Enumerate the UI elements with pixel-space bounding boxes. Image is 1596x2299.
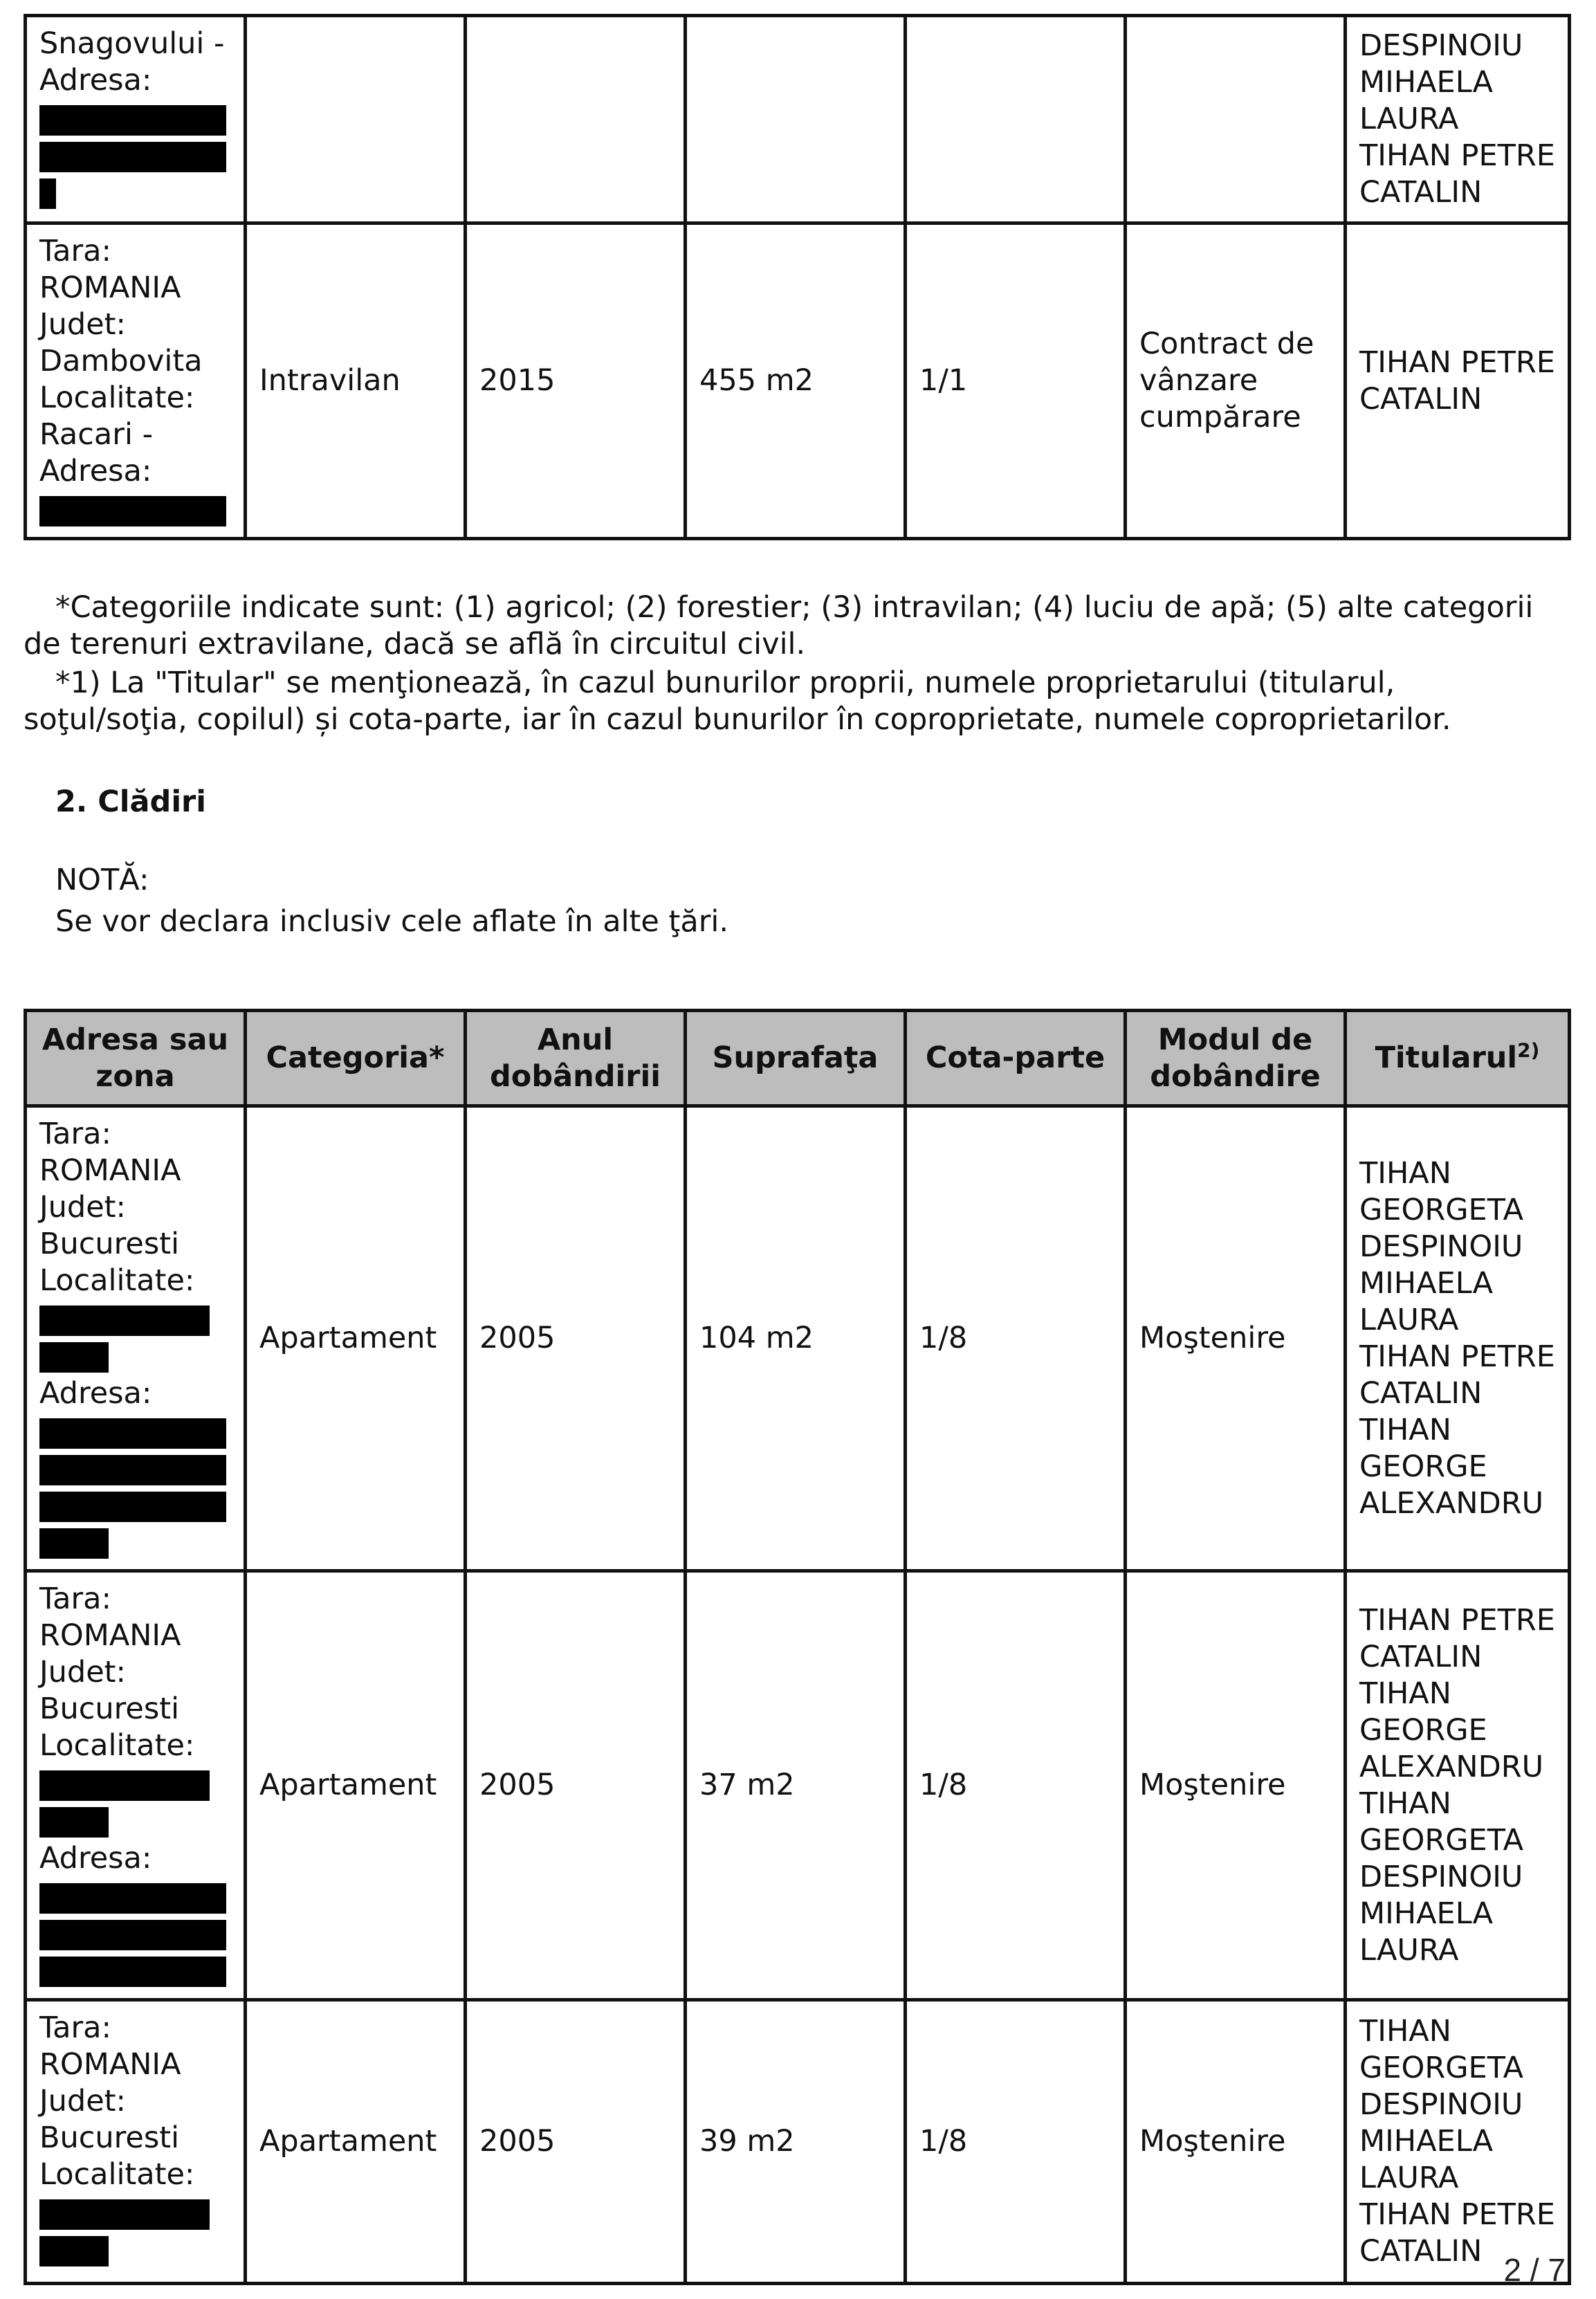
area-cell: 39 m2 — [686, 2000, 906, 2284]
address-cell — [26, 1571, 246, 2000]
address-cell — [26, 223, 246, 539]
address-line: Adresa: — [39, 1376, 152, 1411]
address-line: Tara: — [39, 2011, 112, 2045]
section-title: 2. Clădiri — [55, 785, 207, 819]
share-cell: 1/8 — [906, 2000, 1126, 2284]
address-line: ROMANIA — [39, 1153, 181, 1188]
year-cell: 2005 — [466, 2000, 686, 2284]
address-line: Judet: — [39, 1655, 127, 1689]
category-cell — [246, 16, 466, 223]
area-cell: 104 m2 — [686, 1106, 906, 1571]
owner-cell: TIHAN PETRE CATALIN — [1346, 223, 1570, 539]
redaction-block — [39, 1807, 109, 1838]
address-line: Tara: — [39, 1117, 112, 1151]
area-cell — [686, 16, 906, 223]
acquisition-cell: Moştenire — [1126, 1106, 1346, 1571]
page-number: 2 / 7 — [1503, 2252, 1566, 2288]
address-line: Adresa: — [39, 454, 152, 488]
address-cell — [26, 1106, 246, 1571]
year-cell: 2005 — [466, 1571, 686, 2000]
address-line: Adresa: — [39, 63, 152, 98]
redaction-block — [39, 496, 226, 526]
area-cell: 455 m2 — [686, 223, 906, 539]
address-line: ROMANIA — [39, 1618, 181, 1653]
footnote-titular: *1) La "Titular" se menţionează, în cazul bunurilor proprii, numele proprietarului (titularul, soţul/soţia, copilul) și cota-parte, iar în cazul bunurilor în coproprietate, numele coproprietarilor. — [24, 666, 1451, 737]
address-line: Tara: — [39, 234, 112, 268]
redaction-block — [39, 1883, 226, 1914]
buildings-table — [24, 1009, 1571, 2285]
share-cell: 1/8 — [906, 1106, 1126, 1571]
table-row — [26, 1106, 1570, 1571]
footnotes — [24, 589, 1568, 738]
table-header-row — [26, 1011, 1570, 1106]
share-cell: 1/8 — [906, 1571, 1126, 2000]
address-line: Judet: — [39, 1190, 127, 1225]
redaction-block — [39, 1957, 226, 1987]
acquisition-cell: Contract de vânzare cumpărare — [1126, 223, 1346, 539]
redaction-block — [39, 2236, 109, 2266]
redaction-block — [39, 178, 56, 209]
header-category: Categoria* — [246, 1011, 466, 1106]
category-cell: Apartament — [246, 1571, 466, 2000]
owner-cell: DESPINOIU MIHAELA LAURA TIHAN PETRE CATALIN — [1346, 16, 1570, 223]
address-cell — [26, 2000, 246, 2284]
header-owner-label: Titularul — [1375, 1041, 1518, 1075]
redaction-block — [39, 1492, 226, 1522]
header-acquisition: Modul de dobândire — [1126, 1011, 1346, 1106]
header-address: Adresa sau zona — [26, 1011, 246, 1106]
redaction-block — [39, 1528, 109, 1559]
header-area: Suprafaţa — [686, 1011, 906, 1106]
owner-cell: TIHAN PETRE CATALIN TIHAN GEORGE ALEXANDRU TIHAN GEORGETA DESPINOIU MIHAELA LAURA — [1346, 1571, 1570, 2000]
year-cell: 2005 — [466, 1106, 686, 1571]
owner-cell: TIHAN GEORGETA DESPINOIU MIHAELA LAURA TIHAN PETRE CATALIN TIHAN GEORGE ALEXANDRU — [1346, 1106, 1570, 1571]
category-cell: Intravilan — [246, 223, 466, 539]
redaction-block — [39, 1920, 226, 1950]
header-owner — [1346, 1011, 1570, 1106]
year-cell — [466, 16, 686, 223]
address-line: Bucuresti — [39, 1692, 180, 1726]
redaction-block — [39, 1770, 210, 1801]
table-row — [26, 223, 1570, 539]
owner-cell: TIHAN GEORGETA DESPINOIU MIHAELA LAURA TIHAN PETRE CATALIN — [1346, 2000, 1570, 2284]
address-line: Localitate: — [39, 2157, 195, 2192]
address-line: ROMANIA — [39, 2047, 181, 2082]
share-cell: 1/1 — [906, 223, 1126, 539]
redaction-block — [39, 1455, 226, 1485]
redaction-block — [39, 2199, 210, 2230]
share-cell — [906, 16, 1126, 223]
address-line: Racari - — [39, 417, 154, 452]
address-line: Judet: — [39, 307, 127, 342]
redaction-block — [39, 142, 226, 172]
header-share: Cota-parte — [906, 1011, 1126, 1106]
redaction-block — [39, 1418, 226, 1449]
nota-text: Se vor declara inclusiv cele aflate în alte ţări. — [55, 904, 729, 939]
acquisition-cell: Moştenire — [1126, 2000, 1346, 2284]
address-line: Bucuresti — [39, 2121, 180, 2155]
header-owner-footnote: 2) — [1517, 1038, 1540, 1062]
land-table — [24, 14, 1571, 540]
address-line: Dambovita — [39, 344, 203, 378]
address-cell — [26, 16, 246, 223]
table-row — [26, 2000, 1570, 2284]
address-line: Localitate: — [39, 381, 195, 415]
address-line: Snagovului - — [39, 26, 225, 61]
footnote-categories: *Categoriile indicate sunt: (1) agricol; (2) forestier; (3) intravilan; (4) luciu de apă; (5) alte categorii de terenuri extravilane, dacă se află în circuitul civil. — [24, 590, 1534, 661]
redaction-block — [39, 1306, 210, 1336]
area-cell: 37 m2 — [686, 1571, 906, 2000]
category-cell: Apartament — [246, 2000, 466, 2284]
acquisition-cell: Moştenire — [1126, 1571, 1346, 2000]
address-line: Tara: — [39, 1582, 112, 1616]
acquisition-cell — [1126, 16, 1346, 223]
address-line: Localitate: — [39, 1263, 195, 1298]
address-line: Judet: — [39, 2084, 127, 2118]
year-cell: 2015 — [466, 223, 686, 539]
table-row — [26, 1571, 1570, 2000]
address-line: ROMANIA — [39, 271, 181, 305]
nota-label: NOTĂ: — [55, 863, 149, 897]
redaction-block — [39, 105, 226, 136]
header-year: Anul dobândirii — [466, 1011, 686, 1106]
table-row — [26, 16, 1570, 223]
address-line: Adresa: — [39, 1841, 152, 1876]
address-line: Localitate: — [39, 1728, 195, 1763]
redaction-block — [39, 1342, 109, 1373]
address-line: Bucuresti — [39, 1227, 180, 1261]
category-cell: Apartament — [246, 1106, 466, 1571]
